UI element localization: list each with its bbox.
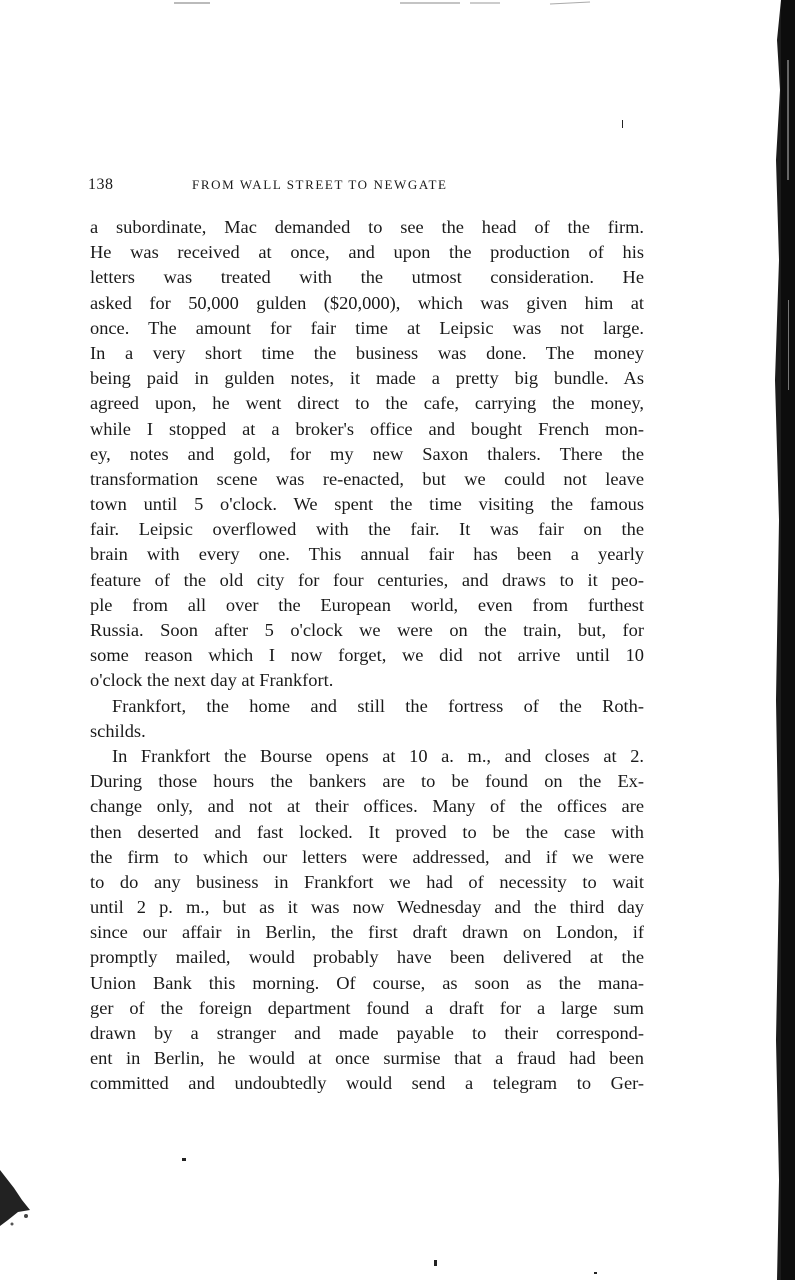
- text-line: while I stopped at a broker's office and bought French mon-: [90, 418, 644, 439]
- text-line: schilds.: [90, 720, 146, 741]
- page-number: 138: [88, 176, 114, 193]
- text-line: fair. Leipsic overflowed with the fair. It was fair on the: [90, 519, 644, 540]
- text-line: During those hours the bankers are to be found on the Ex-: [90, 771, 644, 792]
- scan-speck: [434, 1260, 437, 1266]
- text-line: ent in Berlin, he would at once surmise that a fraud had been: [90, 1048, 644, 1069]
- text-line: town until 5 o'clock. We spent the time visiting the famous: [90, 494, 644, 515]
- text-line: o'clock the next day at Frankfort.: [90, 670, 334, 691]
- text-line: Union Bank this morning. Of course, as soon as the mana-: [90, 972, 644, 993]
- text-line: drawn by a stranger and made payable to their correspond-: [90, 1023, 644, 1043]
- text-line: until 2 p. m., but as it was now Wednesday and the third day: [90, 897, 644, 918]
- text-line: ey, notes and gold, for my new Saxon thalers. There the: [90, 443, 644, 464]
- text-line: transformation scene was re-enacted, but we could not leave: [90, 468, 644, 489]
- text-line: then deserted and fast locked. It proved to be the case with: [90, 821, 644, 842]
- scan-binding-edge: [767, 0, 795, 1280]
- text-line: ple from all over the European world, even from furthest: [90, 594, 644, 615]
- scan-speck: [594, 1272, 597, 1274]
- text-line: to do any business in Frankfort we had of necessity to wait: [90, 871, 644, 892]
- body-text: [90, 215, 644, 1097]
- text-line: once. The amount for fair time at Leipsic was not large.: [90, 317, 644, 338]
- text-line: Russia. Soon after 5 o'clock we were on the train, but, for: [90, 620, 644, 640]
- text-line: the firm to which our letters were addressed, and if we were: [90, 846, 644, 867]
- text-line: letters was treated with the utmost consideration. He: [90, 267, 644, 288]
- text-line: brain with every one. This annual fair has been a yearly: [90, 544, 644, 565]
- scan-speck: [182, 1158, 186, 1161]
- text-line: ger of the foreign department found a draft for a large sum: [90, 997, 644, 1018]
- text-line: a subordinate, Mac demanded to see the head of the firm.: [90, 217, 644, 237]
- text-line: promptly mailed, would probably have been delivered at the: [90, 947, 644, 968]
- text-line: change only, and not at their offices. Many of the offices are: [90, 796, 644, 817]
- text-line: being paid in gulden notes, it made a pretty big bundle. As: [90, 368, 644, 389]
- text-line: He was received at once, and upon the production of his: [90, 242, 644, 263]
- scan-top-edge-marks: [170, 0, 610, 12]
- text-line: some reason which I now forget, we did not arrive until 10: [90, 645, 644, 666]
- text-line: In a very short time the business was done. The money: [90, 342, 644, 363]
- page-header: [88, 176, 648, 200]
- running-title: FROM WALL STREET TO NEWGATE: [192, 177, 448, 192]
- text-line: In Frankfort the Bourse opens at 10 a. m., and closes at 2.: [112, 745, 644, 766]
- text-line: Frankfort, the home and still the fortress of the Roth-: [112, 695, 644, 716]
- text-line: committed and undoubtedly would send a telegram to Ger-: [90, 1073, 644, 1094]
- text-line: agreed upon, he went direct to the cafe, carrying the money,: [90, 393, 644, 414]
- text-line: since our affair in Berlin, the first draft drawn on London, if: [90, 922, 644, 943]
- scan-margin-smudge: [0, 1170, 40, 1230]
- text-line: feature of the old city for four centuries, and draws to it peo-: [90, 569, 644, 590]
- text-line: asked for 50,000 gulden ($20,000), which was given him at: [90, 292, 644, 313]
- scan-speck: [622, 120, 623, 128]
